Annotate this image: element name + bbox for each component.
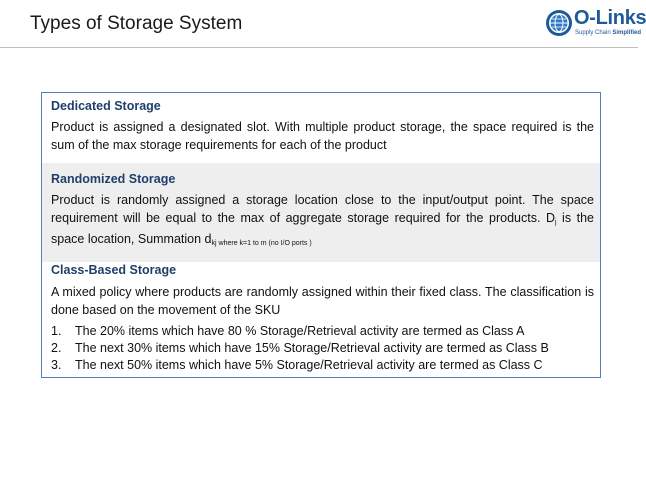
class-based-storage-heading: Class-Based Storage [51,263,177,277]
logo-tagline-bold: Simplified [612,30,642,36]
list-item-text: The next 50% items which have 5% Storage/Retrieval activity are termed as Class C [75,358,543,372]
globe-icon [545,9,573,37]
randomized-storage-heading: Randomized Storage [51,172,176,186]
list-item-text: The next 30% items which have 15% Storage/Retrieval activity are termed as Class B [75,341,549,355]
logo-tagline [575,30,641,36]
randomized-text-main: Product is randomly assigned a storage location close to the input/output point. The space requirement will be equal to the max of aggregate storage required for the products. D [51,193,594,225]
list-item-text: The 20% items which have 80 % Storage/Retrieval activity are termed as Class A [75,324,525,338]
storage-types-box [41,92,601,378]
title-divider [0,47,638,48]
randomized-storage-text [51,192,594,253]
logo-name: O-Links [574,7,646,29]
randomized-text-mid: is the space location, Summation d [51,210,594,246]
class-based-storage-text: A mixed policy where products are randomly assigned within their fixed class. The classification is done based on the movement of the SKU [51,285,594,317]
randomized-storage-section [42,163,600,262]
brand-logo [545,7,646,42]
randomized-subscript-kj: kj where k=1 to m (no I/O ports ) [211,240,312,247]
page-title: Types of Storage System [30,13,243,34]
list-item-number: 1. [51,324,62,338]
class-list [51,323,594,374]
dedicated-storage-text: Product is assigned a designated slot. With multiple product storage, the space required is the sum of the max storage requirements for each of the product [51,120,594,152]
class-based-storage-section [42,262,600,374]
list-item-number: 2. [51,341,62,355]
list-item [51,323,594,340]
randomized-subscript-j: j [554,218,557,226]
dedicated-storage-section [42,93,600,163]
logo-tagline-light: Supply Chain [575,30,611,36]
list-item [51,357,594,374]
list-item-number: 3. [51,358,62,372]
dedicated-storage-heading: Dedicated Storage [51,99,161,113]
list-item [51,340,594,357]
